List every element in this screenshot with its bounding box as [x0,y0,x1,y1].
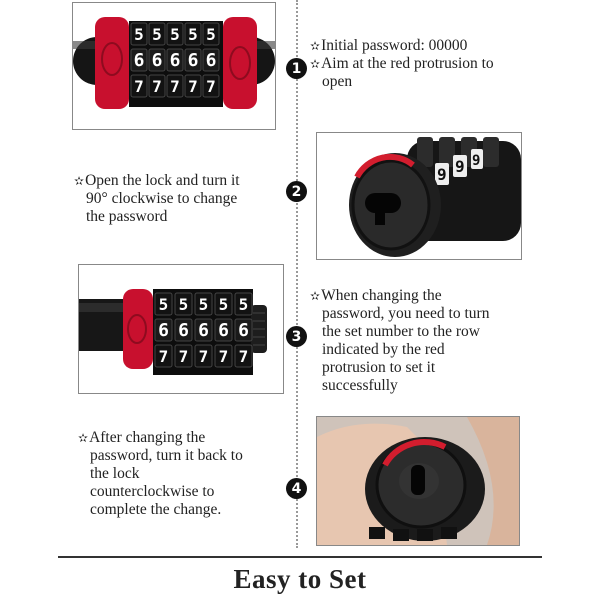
step-1-badge: 1 [286,58,307,79]
dial-digit: 5 [188,25,198,44]
dial-digit: 5 [238,295,249,314]
svg-text:9: 9 [472,153,481,169]
dial-digit: 6 [151,50,163,71]
dial-digit: 7 [134,77,144,96]
star-icon: ✫ [78,431,89,445]
lock-end-photo-step2 [316,132,522,260]
dial-digit: 5 [170,25,180,44]
svg-text:9: 9 [455,157,465,176]
dial-digit: 7 [198,347,209,366]
step-2-text [74,172,240,226]
lock-photo-step1 [72,2,276,130]
step-1-text [310,37,494,91]
footer-title: Easy to Set [233,564,367,594]
dial-digit: 6 [238,320,249,341]
dial-digit: 7 [206,77,216,96]
dial-digit: 7 [238,347,249,366]
dial-digit: 5 [134,25,144,44]
step-2-line-3: the password [86,208,168,225]
dial-digit: 6 [198,320,209,341]
step-3-line-4: indicated by the red [322,341,445,358]
dial-digit: 6 [205,50,217,71]
step-3-line-5: protrusion to set it [322,359,436,376]
dial-digit: 5 [152,25,162,44]
star-icon: ✫ [310,57,321,71]
dial-digit: 7 [170,77,180,96]
star-icon: ✫ [310,39,321,53]
step-2-badge: 2 [286,181,307,202]
step-3-line-3: the set number to the row [322,323,480,340]
dial-digit: 6 [218,320,229,341]
step-1-line-1: Initial password: 00000 [321,37,468,54]
star-icon: ✫ [310,289,321,303]
dial-digit: 6 [169,50,181,71]
step-4-line-3: the lock [90,465,140,482]
step-2-line-1: Open the lock and turn it [85,172,240,189]
dial-digit: 6 [178,320,189,341]
step-3-line-6: successfully [322,377,398,394]
dial-digit: 5 [206,25,216,44]
step-3-line-1: When changing the [321,287,442,304]
dial-digit: 7 [218,347,229,366]
step-4-line-4: counterclockwise to [90,483,215,500]
step-3-text [310,287,489,395]
dial-digit: 7 [188,77,198,96]
step-4-text [78,429,243,519]
dial-digit: 5 [218,295,229,314]
step-2-line-2: 90° clockwise to change [86,190,238,207]
dial-digit: 7 [178,347,189,366]
dial-digit: 5 [158,295,169,314]
step-4-line-2: password, turn it back to [90,447,243,464]
step-4-line-1: After changing the [89,429,206,446]
dial-digit: 7 [152,77,162,96]
hand-lock-photo-step4 [316,416,520,546]
dial-digit: 5 [198,295,209,314]
center-divider [296,0,298,548]
star-icon: ✫ [74,174,85,188]
dial-digit: 6 [158,320,169,341]
step-3-badge: 3 [286,326,307,347]
step-4-line-5: complete the change. [90,501,222,518]
step-1-line-3: open [322,73,353,90]
step-3-line-2: password, you need to turn [322,305,490,322]
lock-photo-step3 [78,264,284,394]
svg-text:9: 9 [437,165,447,184]
step-1-line-2: Aim at the red protrusion to [321,55,494,72]
dial-digit: 5 [178,295,189,314]
dial-digit: 7 [158,347,169,366]
footer-divider [58,556,542,558]
step-4-badge: 4 [286,478,307,499]
dial-digit: 6 [187,50,199,71]
dial-digit: 6 [133,50,145,71]
